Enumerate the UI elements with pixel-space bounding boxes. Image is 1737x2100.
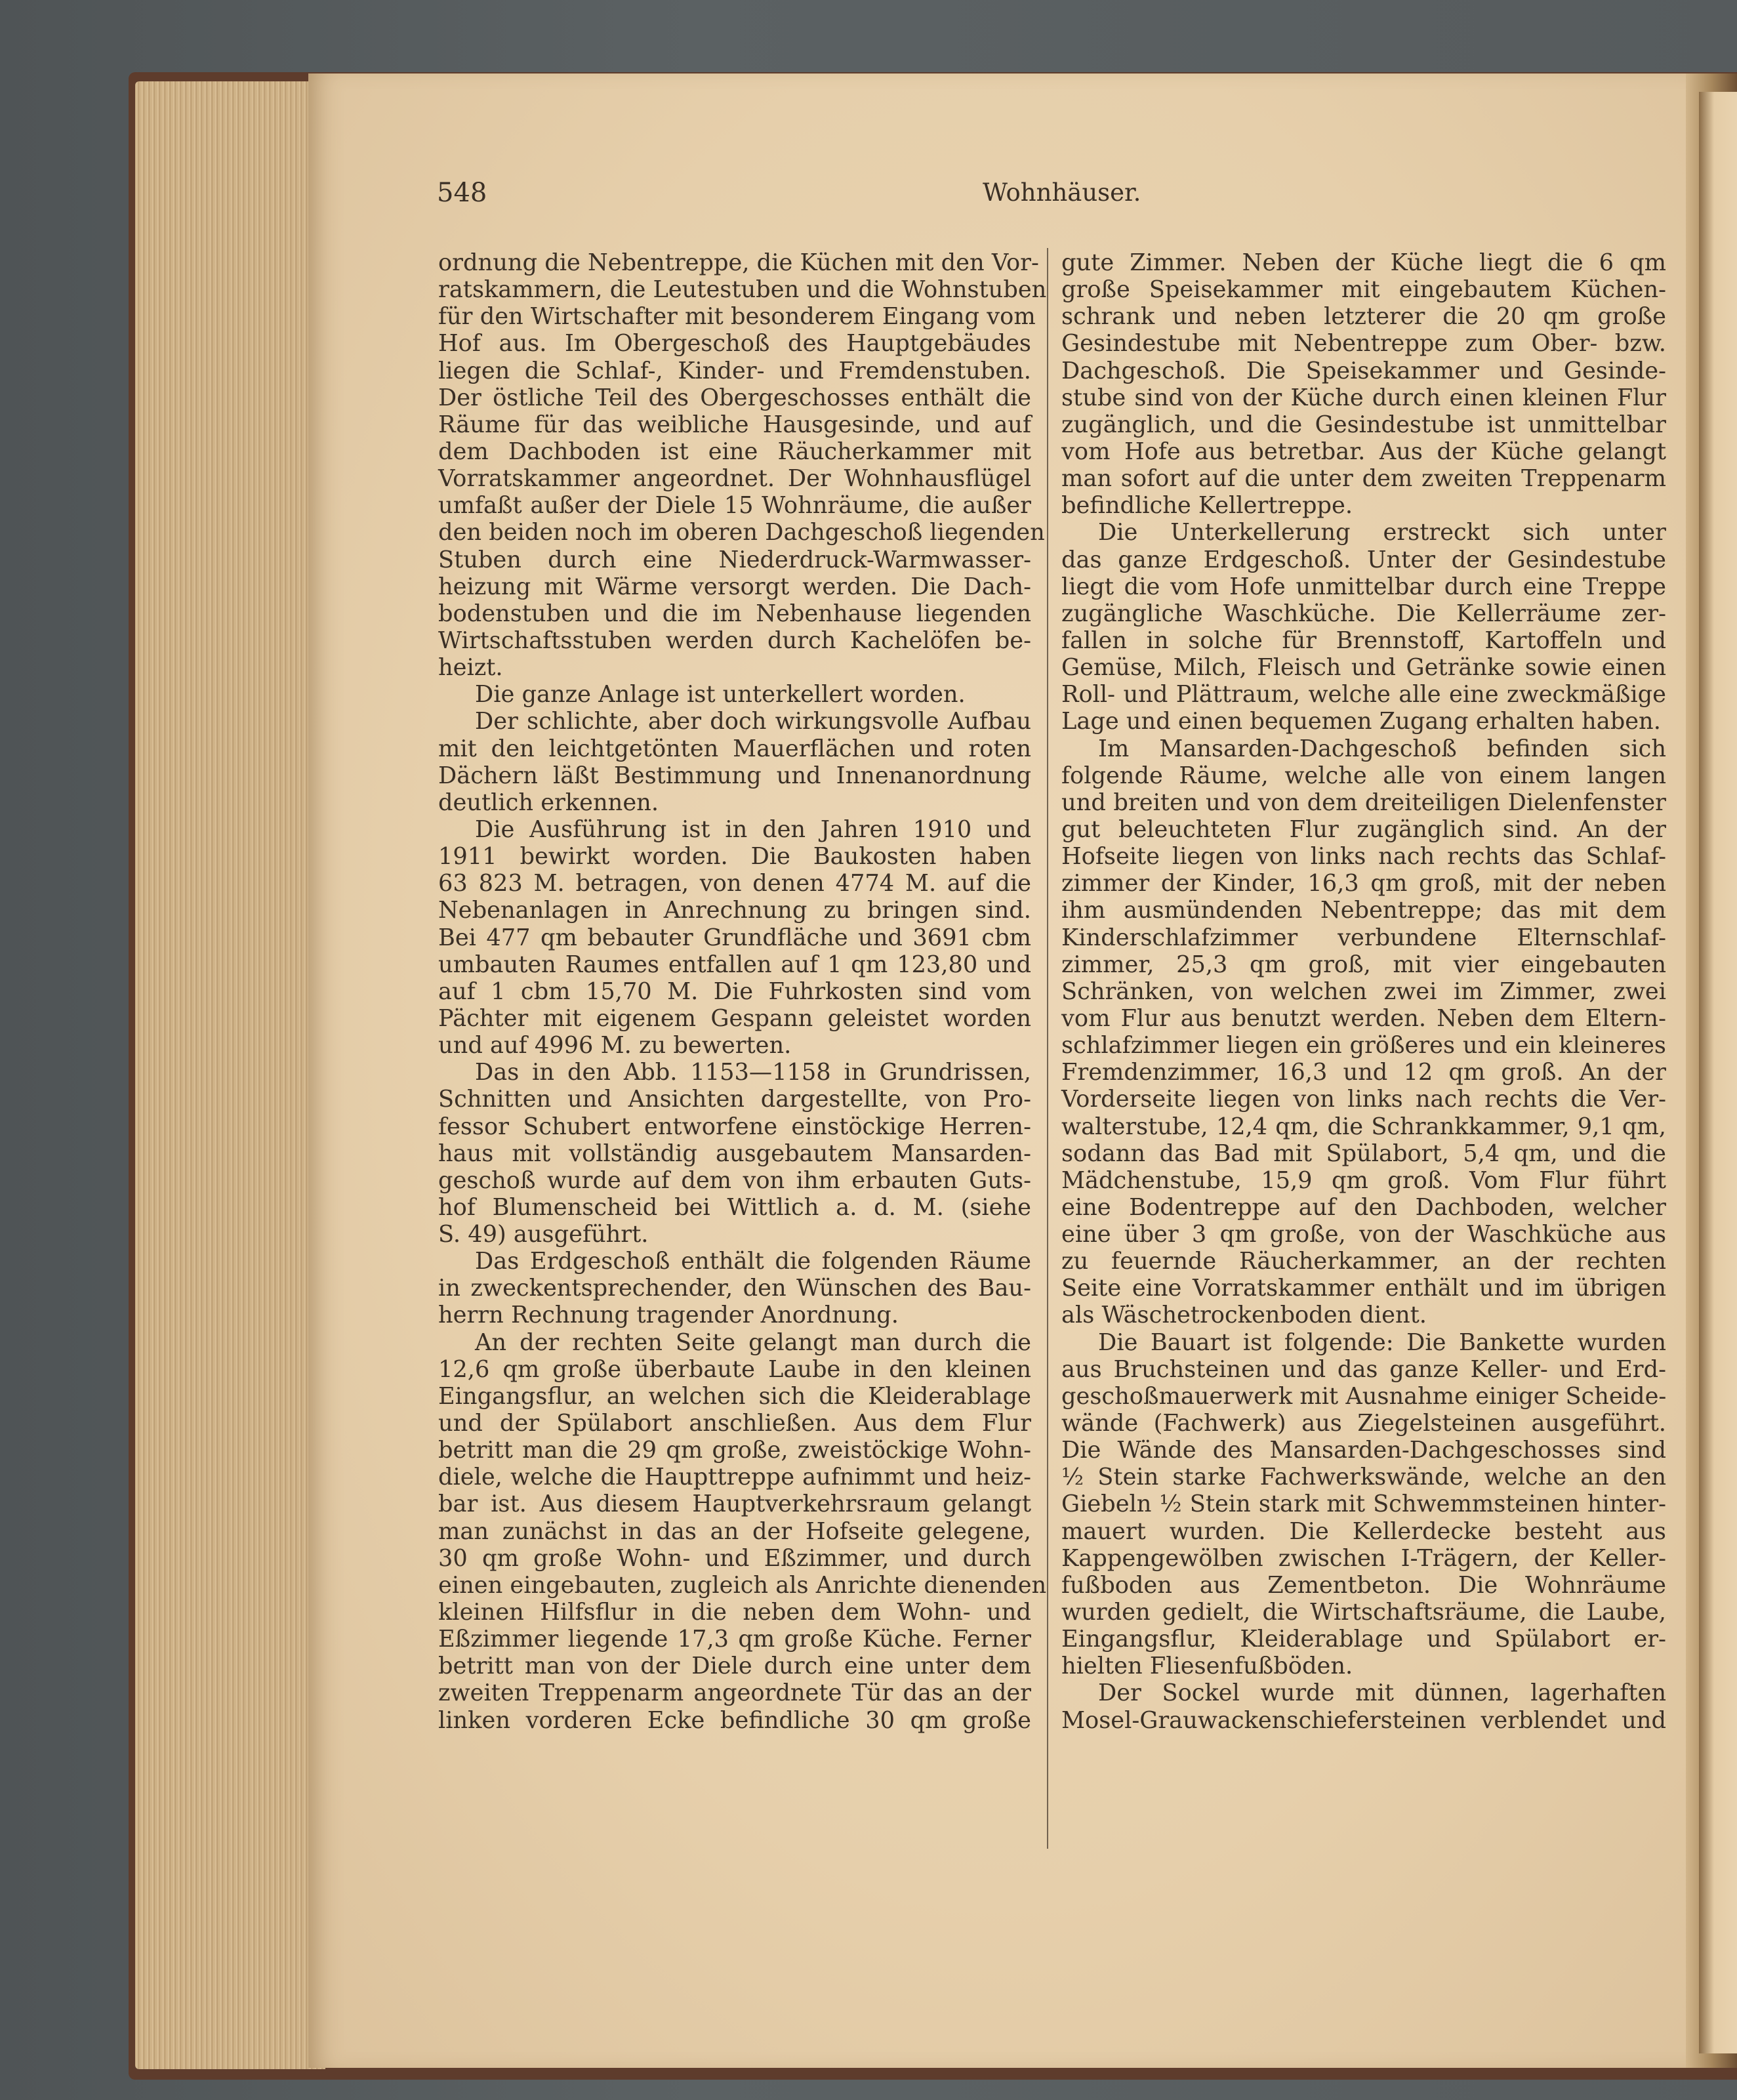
text-line: ratskammern, die Leutestuben und die Wohnstuben (438, 276, 1047, 304)
text-line: eine über 3 qm große, von der Waschküche aus (1061, 1221, 1666, 1248)
text-line: Vorderseite liegen von links nach rechts die Ver- (1061, 1086, 1666, 1113)
text-line: einen eingebauten, zugleich als Anrichte dienenden (438, 1571, 1047, 1599)
right-text-column (1061, 249, 1666, 1734)
text-line: Kappengewölben zwischen I-Trägern, der Keller- (1061, 1544, 1666, 1572)
text-line: Stuben durch eine Niederdruck-Warmwasser- (438, 546, 1031, 573)
text-line: Hof aus. Im Obergeschoß des Hauptgebäudes (438, 330, 1031, 358)
column-divider (1047, 248, 1048, 1849)
text-line: Eingangsflur, Kleiderablage und Spülabort er- (1061, 1626, 1666, 1653)
text-line: Eßzimmer liegende 17,3 qm große Küche. Ferner (438, 1626, 1031, 1653)
text-line: wände (Fachwerk) aus Ziegelsteinen ausgeführt. (1061, 1410, 1666, 1437)
text-line: heizt. (438, 654, 503, 682)
text-line: Der Sockel wurde mit dünnen, lagerhaften (1098, 1679, 1666, 1707)
text-line: gute Zimmer. Neben der Küche liegt die 6 qm (1061, 249, 1666, 276)
text-line: bodenstuben und die im Nebenhause liegenden (438, 600, 1031, 627)
text-line: Die Wände des Mansarden-Dachgeschosses sind (1061, 1437, 1666, 1464)
text-line: haus mit vollständig ausgebautem Mansarden- (438, 1140, 1031, 1167)
text-line: man sofort auf die unter dem zweiten Treppenarm (1061, 465, 1666, 493)
text-line: auf 1 cbm 15,70 M. Die Fuhrkosten sind vom (438, 978, 1031, 1005)
text-line: herrn Rechnung tragender Anordnung. (438, 1302, 899, 1329)
text-line: zugänglich, und die Gesindestube ist unmittelbar (1061, 411, 1666, 438)
text-line: Hofseite liegen von links nach rechts das Schlaf- (1061, 843, 1666, 871)
text-line: das ganze Erdgeschoß. Unter der Gesindestube (1061, 546, 1666, 573)
text-line: Die Ausführung ist in den Jahren 1910 und (475, 815, 1031, 843)
text-line: Roll- und Plättraum, welche alle eine zweckmäßige (1061, 681, 1666, 709)
text-line: wurden gedielt, die Wirtschaftsräume, die Laube, (1061, 1599, 1666, 1626)
text-line: bar ist. Aus diesem Hauptverkehrsraum gelangt (438, 1491, 1031, 1518)
text-line: Das Erdgeschoß enthält die folgenden Räume (475, 1248, 1031, 1275)
text-line: und der Spülabort anschließen. Aus dem Flur (438, 1410, 1031, 1437)
text-line: große Speisekammer mit eingebautem Küchen- (1061, 276, 1666, 304)
text-line: Mosel-Grauwackenschiefersteinen verblendet und (1061, 1706, 1666, 1734)
text-line: fessor Schubert entworfene einstöckige Herren- (438, 1113, 1031, 1140)
page-number: 548 (437, 178, 487, 208)
text-line: Mädchenstube, 15,9 qm groß. Vom Flur führt (1061, 1166, 1666, 1194)
text-line: mauert wurden. Die Kellerdecke besteht aus (1061, 1517, 1666, 1545)
text-line: walterstube, 12,4 qm, die Schrankkammer, 9,1 qm, (1061, 1113, 1666, 1140)
text-line: kleinen Hilfsflur in die neben dem Wohn- und (438, 1599, 1031, 1626)
text-line: hielten Fliesenfußböden. (1061, 1653, 1353, 1680)
text-line: S. 49) ausgeführt. (438, 1221, 649, 1248)
text-line: betritt man von der Diele durch eine unter dem (438, 1653, 1031, 1680)
text-line: liegt die vom Hofe unmittelbar durch eine Treppe (1061, 573, 1666, 600)
text-line: deutlich erkennen. (438, 789, 659, 816)
text-line: Fremdenzimmer, 16,3 und 12 qm groß. An der (1061, 1059, 1666, 1086)
page-edges (135, 81, 325, 2069)
text-line: Die Unterkellerung erstreckt sich unter (1098, 519, 1666, 546)
text-line: An der rechten Seite gelangt man durch die (475, 1328, 1031, 1356)
text-line: als Wäschetrockenboden dient. (1061, 1302, 1427, 1329)
running-title: Wohnhäuser. (983, 178, 1141, 207)
text-line: Giebeln ½ Stein stark mit Schwemmsteinen hinter- (1061, 1491, 1666, 1518)
text-line: den beiden noch im oberen Dachgeschoß liegenden (438, 519, 1045, 546)
text-line: Vorratskammer angeordnet. Der Wohnhausflügel (438, 465, 1031, 493)
text-line: zu feuernde Räucherkammer, an der rechten (1061, 1248, 1666, 1275)
text-line: für den Wirtschafter mit besonderem Eingang vom (438, 303, 1036, 331)
text-line: aus Bruchsteinen und das ganze Keller- und Erd- (1061, 1355, 1666, 1383)
text-line: vom Flur aus benutzt werden. Neben dem Eltern- (1061, 1004, 1666, 1032)
text-line: eine Bodentreppe auf den Dachboden, welcher (1061, 1193, 1666, 1221)
text-line: diele, welche die Haupttreppe aufnimmt und heiz- (438, 1464, 1031, 1491)
text-line: Schränken, von welchen zwei im Zimmer, zwei (1061, 978, 1666, 1005)
text-line: Die ganze Anlage ist unterkellert worden. (475, 681, 966, 709)
text-line: 12,6 qm große überbaute Laube in den kleinen (438, 1355, 1031, 1383)
text-line: man zunächst in das an der Hofseite gelegene, (438, 1517, 1031, 1545)
text-line: Dachgeschoß. Die Speisekammer und Gesinde- (1061, 357, 1666, 384)
text-line: schlafzimmer liegen ein größeres und ein kleineres (1061, 1032, 1666, 1060)
text-line: Der schlichte, aber doch wirkungsvolle Aufbau (475, 708, 1031, 735)
text-line: und breiten und von dem dreiteiligen Dielenfenster (1061, 789, 1666, 816)
text-line: Die Bauart ist folgende: Die Bankette wurden (1098, 1328, 1666, 1356)
text-line: vom Hofe aus betretbar. Aus der Küche gelangt (1061, 438, 1666, 465)
text-line: Bei 477 qm bebauter Grundfläche und 3691 cbm (438, 924, 1031, 951)
text-line: liegen die Schlaf-, Kinder- und Fremdenstuben. (438, 357, 1031, 384)
text-line: Lage und einen bequemen Zugang erhalten haben. (1061, 708, 1661, 735)
text-line: zimmer, 25,3 qm groß, mit vier eingebauten (1061, 951, 1666, 978)
text-line: 1911 bewirkt worden. Die Baukosten haben (438, 843, 1031, 871)
text-line: Pächter mit eigenem Gespann geleistet worden (438, 1004, 1031, 1032)
text-line: mit den leichtgetönten Mauerflächen und roten (438, 735, 1031, 762)
text-line: schrank und neben letzterer die 20 qm große (1061, 303, 1666, 331)
text-line: und auf 4996 M. zu bewerten. (438, 1032, 792, 1060)
text-line: zimmer der Kinder, 16,3 qm groß, mit der neben (1061, 870, 1666, 897)
text-line: in zweckentsprechender, den Wünschen des Bau- (438, 1275, 1031, 1302)
text-line: Gesindestube mit Nebentreppe zum Ober- bzw. (1061, 330, 1666, 358)
text-line: ½ Stein starke Fachwerkswände, welche an den (1061, 1464, 1666, 1491)
text-line: gut beleuchteten Flur zugänglich sind. An der (1061, 815, 1666, 843)
text-line: umbauten Raumes entfallen auf 1 qm 123,80 und (438, 951, 1031, 978)
text-line: Kinderschlafzimmer verbundene Elternschlaf- (1061, 924, 1666, 951)
text-line: Im Mansarden-Dachgeschoß befinden sich (1098, 735, 1666, 762)
text-line: Gemüse, Milch, Fleisch und Getränke sowie einen (1061, 654, 1666, 682)
text-line: fußboden aus Zementbeton. Die Wohnräume (1061, 1571, 1666, 1599)
text-line: Wirtschaftsstuben werden durch Kachelöfen be- (438, 627, 1031, 654)
text-line: betritt man die 29 qm große, zweistöckige Wohn- (438, 1437, 1031, 1464)
text-line: umfaßt außer der Diele 15 Wohnräume, die außer (438, 492, 1031, 520)
text-line: Das in den Abb. 1153—1158 in Grundrissen, (475, 1059, 1031, 1086)
text-line: zugängliche Waschküche. Die Kellerräume zer- (1061, 600, 1666, 627)
text-line: folgende Räume, welche alle von einem langen (1061, 762, 1666, 789)
text-line: 30 qm große Wohn- und Eßzimmer, und durch (438, 1544, 1031, 1572)
text-line: Eingangsflur, an welchen sich die Kleiderablage (438, 1382, 1031, 1410)
text-line: ordnung die Nebentreppe, die Küchen mit den Vor- (438, 249, 1039, 276)
text-line: fallen in solche für Brennstoff, Kartoffeln und (1061, 627, 1666, 654)
text-line: geschoßmauerwerk mit Ausnahme einiger Scheide- (1061, 1382, 1667, 1410)
text-line: stube sind von der Küche durch einen kleinen Flur (1061, 384, 1666, 411)
text-line: Seite eine Vorratskammer enthält und im übrigen (1061, 1275, 1666, 1302)
text-line: Räume für das weibliche Hausgesinde, und auf (438, 411, 1031, 438)
text-line: 63 823 M. betragen, von denen 4774 M. auf die (438, 870, 1031, 897)
text-line: Dächern läßt Bestimmung und Innenanordnung (438, 762, 1031, 789)
text-line: sodann das Bad mit Spülabort, 5,4 qm, und die (1061, 1140, 1666, 1167)
text-line: Der östliche Teil des Obergeschosses enthält die (438, 384, 1031, 411)
text-line: dem Dachboden ist eine Räucherkammer mit (438, 438, 1031, 465)
left-text-column (438, 249, 1047, 1734)
text-line: befindliche Kellertreppe. (1061, 492, 1353, 520)
text-line: linken vorderen Ecke befindliche 30 qm große (438, 1706, 1031, 1734)
text-line: zweiten Treppenarm angeordnete Tür das an der (438, 1679, 1031, 1707)
facing-page-edge (1699, 92, 1737, 2053)
text-line: Nebenanlagen in Anrechnung zu bringen sind. (438, 897, 1031, 924)
text-line: heizung mit Wärme versorgt werden. Die Dach- (438, 573, 1031, 600)
text-line: ihm ausmündenden Nebentreppe; das mit dem (1061, 897, 1666, 924)
text-line: Schnitten und Ansichten dargestellte, von Pro- (438, 1086, 1031, 1113)
text-line: geschoß wurde auf dem von ihm erbauten Guts- (438, 1166, 1031, 1194)
text-line: hof Blumenscheid bei Wittlich a. d. M. (siehe (438, 1193, 1031, 1221)
